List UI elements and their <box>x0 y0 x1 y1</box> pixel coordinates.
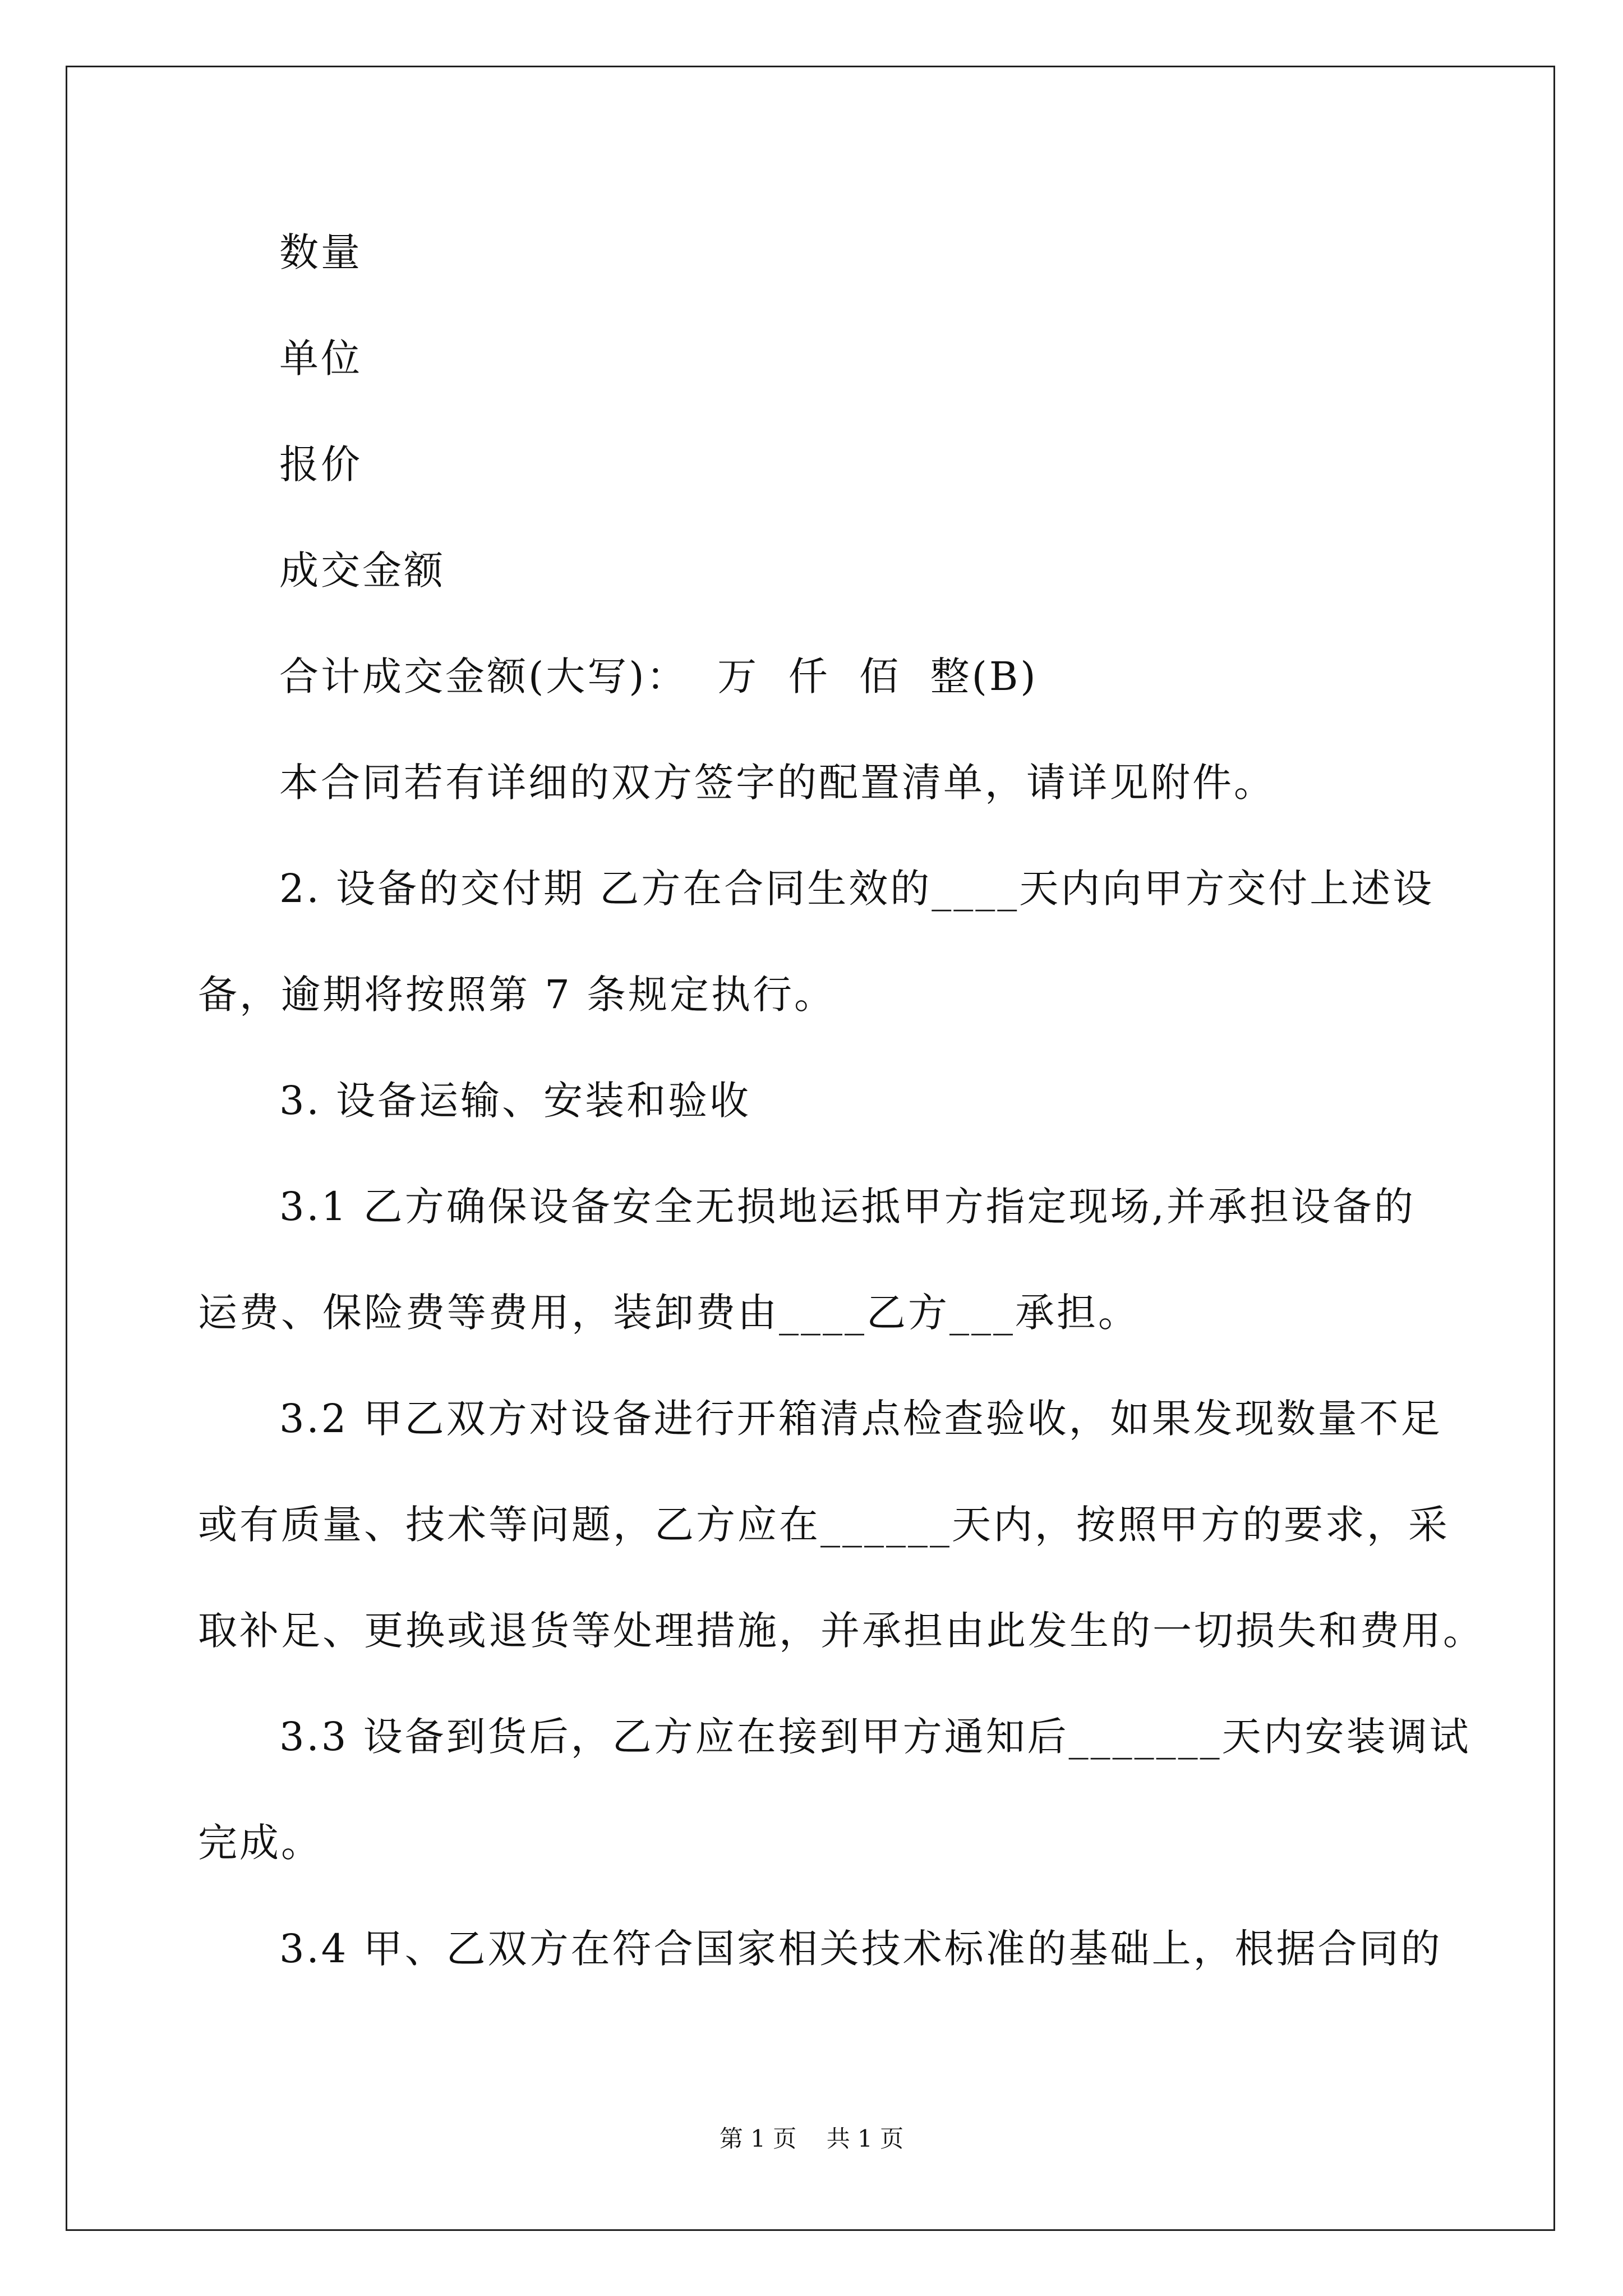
text-line: 3. 设备运输、安装和验收 <box>279 1078 751 1124</box>
text-line: 单位 <box>279 335 362 381</box>
text-line: 备，逾期将按照第 7 条规定执行。 <box>198 972 836 1018</box>
text-line: 完成。 <box>198 1820 322 1866</box>
text-line: 3.1 乙方确保设备安全无损地运抵甲方指定现场,并承担设备的 <box>279 1184 1415 1230</box>
page-number-footer: 第 1 页 共 1 页 <box>719 2125 904 2152</box>
text-line: 3.2 甲乙双方对设备进行开箱清点检查验收，如果发现数量不足 <box>279 1396 1442 1442</box>
text-line: 3.4 甲、乙双方在符合国家相关技术标准的基础上，根据合同的 <box>279 1926 1442 1972</box>
text-line: 成交金额 <box>279 547 445 593</box>
text-line: 3.3 设备到货后，乙方应在接到甲方通知后_______天内安装调试 <box>279 1714 1471 1760</box>
text-line: 合计成交金额(大写)： 万 仟 佰 整(B) <box>279 654 1038 700</box>
text-line: 报价 <box>279 441 362 487</box>
text-line: 取补足、更换或退货等处理措施，并承担由此发生的一切损失和费用。 <box>198 1608 1484 1654</box>
text-line: 本合同若有详细的双方签字的配置清单，请详见附件。 <box>279 760 1275 806</box>
text-line: 2. 设备的交付期 乙方在合同生效的____天内向甲方交付上述设 <box>279 866 1435 912</box>
page-border <box>66 66 1555 2231</box>
text-line: 数量 <box>279 229 362 275</box>
text-line: 运费、保险费等费用，装卸费由____乙方___承担。 <box>198 1290 1140 1336</box>
text-line: 或有质量、技术等问题，乙方应在______天内，按照甲方的要求，采 <box>198 1502 1450 1548</box>
